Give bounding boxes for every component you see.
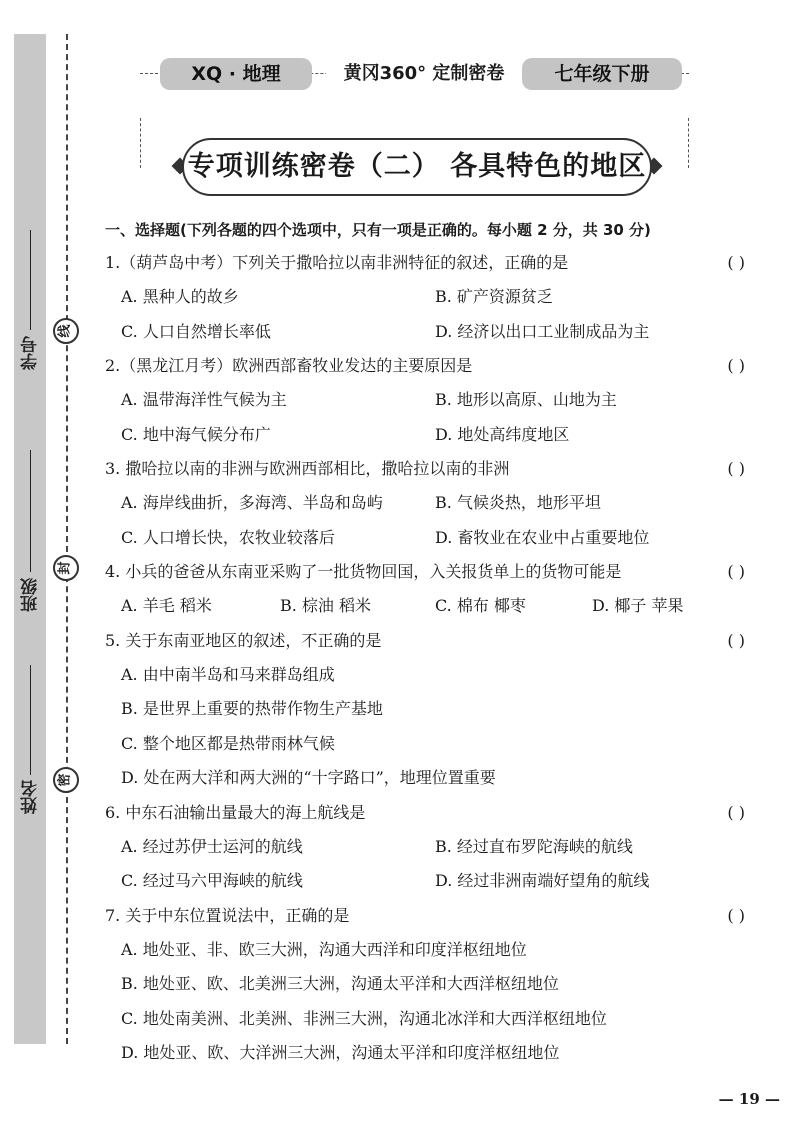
answer-blank[interactable]: ( ) [727, 356, 745, 375]
question-section [105, 214, 745, 1071]
subject-tag: XQ · 地理 [160, 58, 312, 90]
page-title: 专项训练密卷（二） 各具特色的地区 [182, 138, 652, 196]
option-row [105, 864, 745, 899]
option-b[interactable]: B. 气候炎热，地形平坦 [435, 493, 601, 512]
binding-marker-line: 线 [53, 318, 79, 344]
binding-dashed-line [66, 34, 68, 1044]
page-number: — 19 — [718, 1090, 780, 1108]
option-c[interactable]: C. 地处南美洲、北美洲、非洲三大洲，沟通北冰洋和大西洋枢纽地位 [121, 1008, 607, 1028]
name-line [30, 665, 31, 775]
option-row [105, 933, 745, 968]
option-d[interactable]: D. 地处高纬度地区 [435, 424, 570, 444]
option-d[interactable]: D. 地处亚、欧、大洋洲三大洲，沟通太平洋和印度洋枢纽地位 [121, 1043, 560, 1062]
question-text: 3. 撒哈拉以南的非洲与欧洲西部相比，撒哈拉以南的非洲 [105, 459, 510, 478]
binding-marker-seal: 封 [53, 555, 79, 581]
option-row [105, 418, 745, 453]
class-label: 班级 [21, 578, 41, 612]
question-text: 6. 中东石油输出量最大的海上航线是 [105, 802, 366, 822]
option-row [105, 315, 745, 350]
question-stem [105, 246, 745, 280]
option-d[interactable]: D. 经过非洲南端好望角的航线 [435, 871, 650, 890]
class-line [30, 450, 31, 572]
option-d[interactable]: D. 椰子 苹果 [592, 596, 684, 615]
question-text: 5. 关于东南亚地区的叙述，不正确的是 [105, 630, 382, 650]
option-c[interactable]: C. 人口自然增长率低 [121, 321, 271, 341]
answer-blank[interactable]: ( ) [727, 905, 745, 925]
grade-tag: 七年级下册 [522, 58, 682, 90]
question-stem [105, 452, 745, 486]
answer-blank[interactable]: ( ) [727, 253, 745, 272]
option-c[interactable]: C. 整个地区都是热带雨林气候 [121, 733, 335, 753]
option-a[interactable]: A. 温带海洋性气候为主 [121, 390, 287, 409]
series-title: 黄冈360° 定制密卷 [326, 60, 522, 88]
option-row [105, 589, 745, 624]
question-stem [105, 899, 745, 933]
option-c[interactable]: C. 人口增长快，农牧业较落后 [121, 527, 335, 547]
option-row [105, 761, 745, 796]
option-row [105, 486, 745, 521]
option-c[interactable]: C. 棉布 椰枣 [435, 596, 526, 615]
option-row [105, 1036, 745, 1071]
option-b[interactable]: B. 矿产资源贫乏 [435, 287, 553, 306]
question-stem [105, 624, 745, 658]
binding-marker-secret: 密 [53, 767, 79, 793]
option-row [105, 521, 745, 556]
option-d[interactable]: D. 经济以出口工业制成品为主 [435, 321, 650, 341]
option-b[interactable]: B. 是世界上重要的热带作物生产基地 [121, 699, 383, 718]
section-title: 一、选择题(下列各题的四个选项中，只有一项是正确的。每小题 2 分，共 30 分) [105, 221, 651, 239]
question-text: 2.（黑龙江月考）欧洲西部畜牧业发达的主要原因是 [105, 356, 473, 375]
question-text: 7. 关于中东位置说法中，正确的是 [105, 905, 350, 925]
student-id-label: 学号 [21, 336, 41, 370]
option-row [105, 280, 745, 315]
student-id-line [30, 230, 31, 330]
answer-blank[interactable]: ( ) [727, 459, 745, 478]
option-a[interactable]: A. 海岸线曲折，多海湾、半岛和岛屿 [121, 493, 383, 512]
answer-blank[interactable]: ( ) [727, 562, 745, 581]
option-row [105, 1002, 745, 1037]
option-row [105, 692, 745, 727]
question-stem [105, 349, 745, 383]
option-b[interactable]: B. 地处亚、欧、北美洲三大洲，沟通太平洋和大西洋枢纽地位 [121, 974, 559, 993]
option-row [105, 967, 745, 1002]
option-d[interactable]: D. 畜牧业在农业中占重要地位 [435, 527, 650, 547]
option-row [105, 658, 745, 693]
question-text: 1.（葫芦岛中考）下列关于撒哈拉以南非洲特征的叙述，正确的是 [105, 253, 569, 272]
option-d[interactable]: D. 处在两大洋和两大洲的“十字路口”，地理位置重要 [121, 768, 496, 787]
option-a[interactable]: A. 经过苏伊士运河的航线 [121, 836, 303, 856]
option-b[interactable]: B. 地形以高原、山地为主 [435, 390, 617, 409]
option-a[interactable]: A. 黑种人的故乡 [121, 287, 239, 306]
option-row [105, 383, 745, 418]
name-label: 姓名 [21, 780, 41, 814]
option-b[interactable]: B. 棕油 稻米 [280, 596, 372, 615]
option-a[interactable]: A. 地处亚、非、欧三大洲，沟通大西洋和印度洋枢纽地位 [121, 939, 527, 959]
answer-blank[interactable]: ( ) [727, 630, 745, 650]
option-row [105, 727, 745, 762]
question-stem [105, 555, 745, 589]
answer-blank[interactable]: ( ) [727, 802, 745, 822]
option-row [105, 830, 745, 865]
option-c[interactable]: C. 经过马六甲海峡的航线 [121, 871, 303, 890]
option-a[interactable]: A. 由中南半岛和马来群岛组成 [121, 664, 335, 684]
question-stem [105, 796, 745, 830]
question-text: 4. 小兵的爸爸从东南亚采购了一批货物回国，入关报货单上的货物可能是 [105, 562, 622, 581]
option-b[interactable]: B. 经过直布罗陀海峡的航线 [435, 836, 633, 856]
option-a[interactable]: A. 羊毛 稻米 [121, 596, 212, 615]
option-c[interactable]: C. 地中海气候分布广 [121, 424, 271, 444]
